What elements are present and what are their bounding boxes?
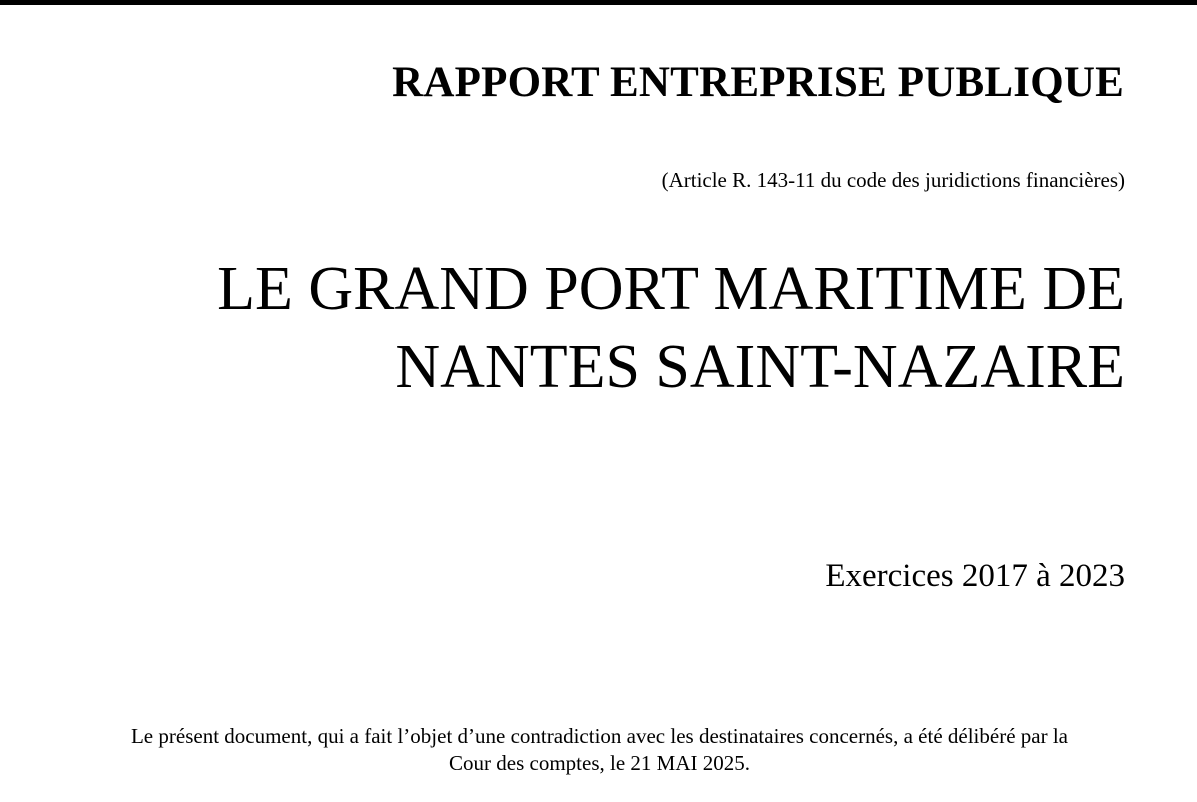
title-line-2: NANTES SAINT-NAZAIRE bbox=[395, 333, 1125, 401]
report-type-heading: RAPPORT ENTREPRISE PUBLIQUE bbox=[392, 59, 1124, 106]
top-border-rule bbox=[0, 0, 1197, 5]
document-title bbox=[217, 250, 1125, 406]
deliberation-line-2: Cour des comptes, le 21 MAI 2025. bbox=[449, 751, 750, 775]
deliberation-notice bbox=[60, 723, 1139, 777]
title-line-1: LE GRAND PORT MARITIME DE bbox=[217, 255, 1125, 323]
deliberation-line-1: Le présent document, qui a fait l’objet d’une contradiction avec les destinataires concernés, a été délibéré par la bbox=[130, 724, 1068, 748]
fiscal-period: Exercices 2017 à 2023 bbox=[825, 558, 1125, 594]
legal-reference: (Article R. 143-11 du code des juridictions financières) bbox=[661, 168, 1125, 192]
